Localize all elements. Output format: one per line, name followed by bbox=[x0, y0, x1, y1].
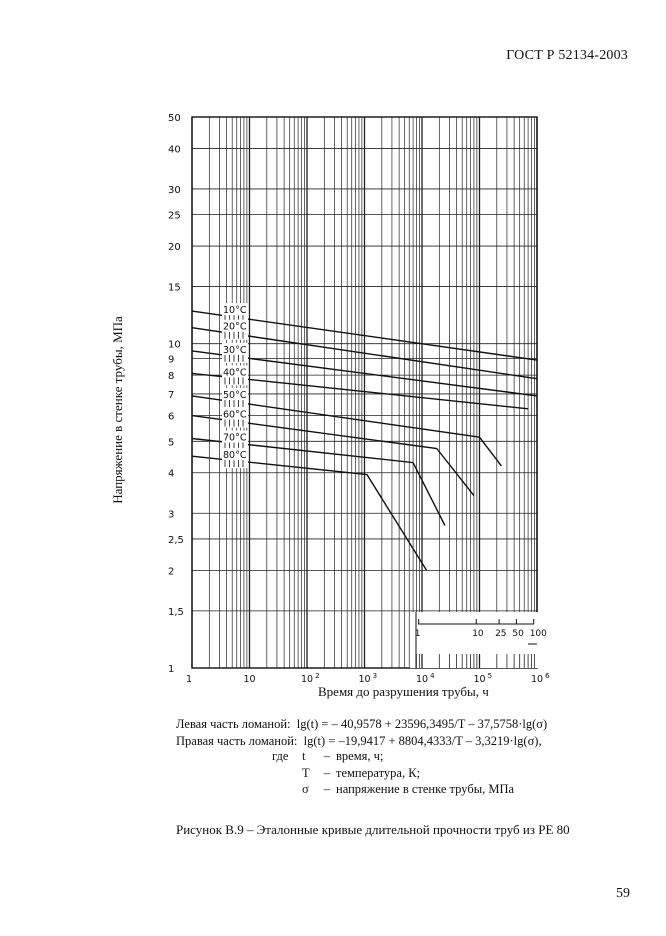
formula-right-expr: lg(t) = –19,9417 + 8804,4333/T – 3,3219·lg(σ), bbox=[303, 734, 542, 748]
definition-dash: – bbox=[323, 765, 331, 780]
y-tick-label: 5 bbox=[168, 437, 175, 449]
secondary-axis-panel bbox=[410, 612, 540, 668]
x-tick-label: 10 bbox=[243, 674, 256, 685]
where-word: где bbox=[272, 749, 289, 763]
definition-dash: – bbox=[323, 749, 331, 763]
series-label: 70°C bbox=[223, 432, 247, 444]
secondary-axis-label: 10 bbox=[472, 629, 484, 639]
secondary-axis-label: 25 bbox=[495, 629, 507, 639]
y-tick-label: 9 bbox=[168, 354, 175, 366]
definition-text: время, ч; bbox=[336, 749, 384, 763]
y-tick-label: 10 bbox=[168, 339, 181, 351]
definition-symbol: t bbox=[302, 749, 306, 763]
formula-block bbox=[176, 716, 547, 750]
y-tick-label: 2,5 bbox=[168, 534, 184, 546]
x-axis-label: Время до разрушения трубы, ч bbox=[318, 684, 489, 699]
y-tick-label: 2 bbox=[168, 566, 175, 578]
formula-left-row bbox=[176, 716, 547, 733]
formula-right-label: Правая часть ломаной: bbox=[176, 734, 298, 748]
y-tick-label: 40 bbox=[168, 144, 181, 156]
series-label: 80°C bbox=[223, 450, 247, 462]
definition-symbol: T bbox=[302, 765, 310, 780]
series-label: 60°C bbox=[223, 409, 247, 421]
formula-left-expr: lg(t) = – 40,9578 + 23596,3495/T – 37,5758·lg(σ) bbox=[296, 717, 548, 731]
definition-row bbox=[272, 765, 514, 782]
document-standard-number: ГОСТ Р 52134-2003 bbox=[506, 48, 628, 63]
series-label: 30°C bbox=[223, 344, 247, 356]
series-label: 20°C bbox=[223, 321, 247, 333]
y-tick-label: 4 bbox=[168, 468, 175, 480]
definition-symbol: σ bbox=[302, 782, 309, 796]
figure-caption: Рисунок В.9 – Эталонные кривые длительной прочности труб из РЕ 80 bbox=[176, 822, 570, 837]
definition-row bbox=[272, 781, 514, 798]
y-axis-label: Напряжение в стенке трубы, МПа bbox=[110, 316, 125, 504]
x-tick-label: 10 $^3$ bbox=[358, 672, 378, 685]
definition-text: температура, К; bbox=[336, 765, 421, 780]
y-tick-label: 1,5 bbox=[168, 606, 184, 618]
definition-row bbox=[272, 748, 514, 765]
y-tick-label: 1 bbox=[168, 664, 175, 675]
y-tick-label: 7 bbox=[168, 389, 175, 401]
y-tick-label: 15 bbox=[168, 282, 181, 294]
page-number: 59 bbox=[616, 886, 630, 901]
x-tick-label: 10 $^4$ bbox=[416, 672, 435, 685]
x-tick-label: 10 $^6$ bbox=[531, 672, 550, 685]
x-tick-label: 10 $^5$ bbox=[473, 672, 493, 685]
y-tick-label: 6 bbox=[168, 411, 175, 423]
definition-dash: – bbox=[323, 782, 331, 796]
y-tick-label: 8 bbox=[168, 371, 175, 383]
x-tick-label: 10 $^2$ bbox=[301, 672, 320, 685]
formula-left-label: Левая часть ломаной: bbox=[176, 717, 291, 731]
secondary-axis-label: 1 bbox=[414, 629, 421, 639]
y-tick-label: 20 bbox=[168, 242, 181, 254]
y-tick-label: 3 bbox=[168, 509, 175, 521]
y-tick-label: 50 bbox=[168, 113, 181, 124]
x-tick-label: 1 bbox=[186, 674, 193, 685]
secondary-axis-label: 50 bbox=[512, 629, 524, 639]
series-label: 40°C bbox=[223, 367, 247, 379]
secondary-axis-label: 100 bbox=[529, 629, 547, 639]
variable-definitions bbox=[272, 748, 514, 798]
y-tick-label: 25 bbox=[168, 210, 181, 222]
series-label: 50°C bbox=[223, 389, 247, 401]
y-tick-label: 30 bbox=[168, 184, 181, 196]
series-label: 10°C bbox=[223, 305, 247, 317]
definition-text: напряжение в стенке трубы, МПа bbox=[336, 782, 515, 796]
